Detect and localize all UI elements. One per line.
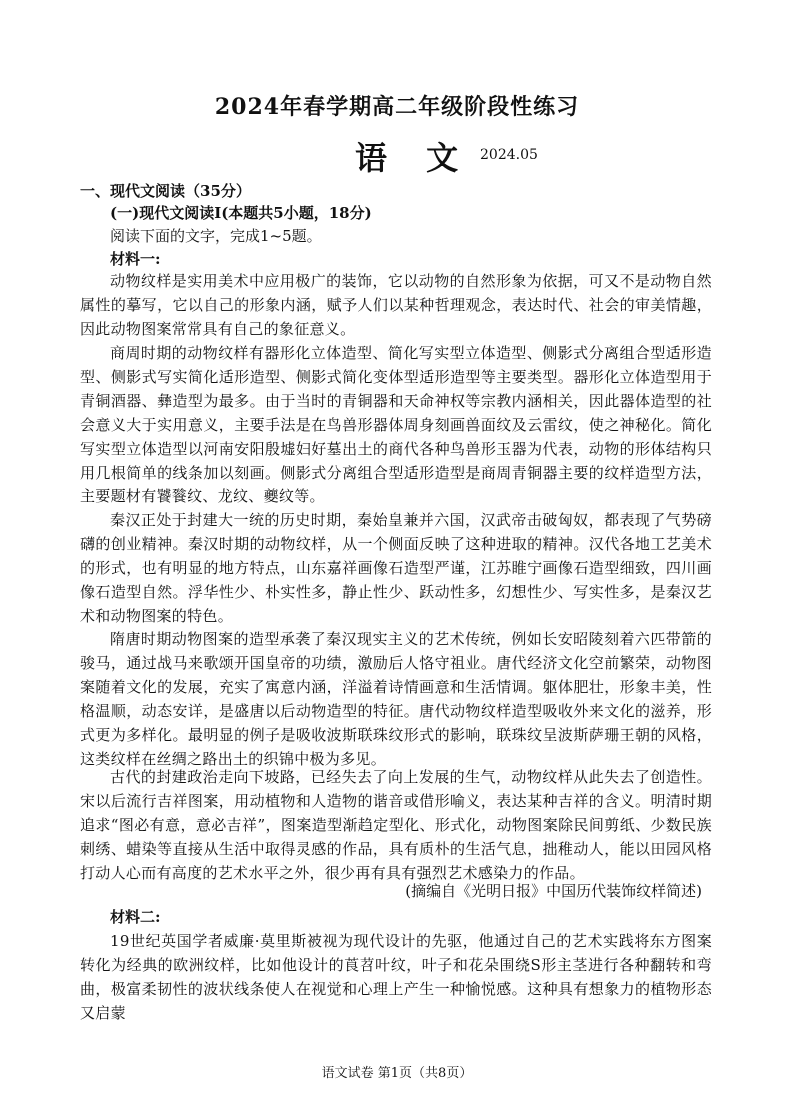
exam-title: 2024年春学期高二年级阶段性练习: [214, 94, 580, 120]
instruction-text: 阅读下面的文字，完成1~5题。: [110, 227, 322, 245]
subject-title: 语 文: [355, 139, 473, 177]
material2-label: 材料二:: [110, 908, 161, 926]
exam-date: 2024.05: [480, 147, 538, 163]
material1-paragraph-4: 隋唐时期动物图案的造型承袭了秦汉现实主义的艺术传统，例如长安昭陵刻着六匹带箭的骏马，通过战马来歌颂开国皇帝的功绩，激励后人恪守祖业。唐代经济文化空前繁荣，动物图案随着文化的发展，充实了寓意内涵，洋溢着诗情画意和生活情调。躯体肥壮，形象丰美，性格温顺，动态安详，是盛唐以后动物造型的特征。唐代动物纹样造型吸收外来文化的滋养，形式更为多样化。最明显的例子是吸收波斯联珠纹形式的影响，联珠纹呈波斯萨珊王朝的风格，这类纹样在丝绸之路出土的织锦中极为多见。: [80, 630, 712, 768]
material1-label: 材料一:: [110, 250, 161, 268]
material1-source: (摘编自《光明日报》中国历代装饰纹样简述): [405, 882, 702, 900]
subsection-heading: (一)现代文阅读Ⅰ(本题共5小题，18分): [110, 204, 372, 222]
section-heading: 一、现代文阅读（35分）: [80, 182, 251, 200]
material1-paragraph-1: 动物纹样是实用美术中应用极广的装饰，它以动物的自然形象为依据，可又不是动物自然属性的摹写，它以自己的形象内涵，赋予人们以某种哲理观念，表达时代、社会的审美情趣，因此动物图案常常具有自己的象征意义。: [80, 272, 712, 338]
page-footer: 语文试卷 第1页（共8页）: [321, 1066, 473, 1081]
material1-paragraph-3: 秦汉正处于封建大一统的历史时期，秦始皇兼并六国，汉武帝击破匈奴，都表现了气势磅礴的创业精神。秦汉时期的动物纹样，从一个侧面反映了这种进取的精神。汉代各地工艺美术的形式，也有明显的地方特点，山东嘉祥画像石造型严谨，江苏睢宁画像石造型细致，四川画像石造型自然。浮华性少、朴实性多，静止性少、跃动性多，幻想性少、写实性多，是秦汉艺术和动物图案的特色。: [80, 511, 712, 625]
material2-paragraph-1: 19世纪英国学者威廉·莫里斯被视为现代设计的先驱，他通过自己的艺术实践将东方图案转化为经典的欧洲纹样，比如他设计的莨苕叶纹，叶子和花朵围绕S形主茎进行各种翻转和弯曲，极富柔韧性的波状线条使人在视觉和心理上产生一种愉悦感。这种具有想象力的植物形态又启蒙: [80, 932, 712, 1022]
material1-paragraph-5: 古代的封建政治走向下坡路，已经失去了向上发展的生气，动物纹样从此失去了创造性。宋以后流行吉祥图案，用动植物和人造物的谐音或借形喻义，表达某种吉祥的含义。明清时期追求“图必有意，意必吉祥”，图案造型渐趋定型化、形式化，动物图案除民间剪纸、少数民族刺绣、蜡染等直接从生活中取得灵感的作品，具有质朴的生活气息，拙稚动人，能以田园风格打动人心而有高度的艺术水平之外，很少再有具有强烈艺术感染力的作品。: [80, 768, 712, 882]
material1-paragraph-2: 商周时期的动物纹样有器形化立体造型、简化写实型立体造型、侧影式分离组合型适形造型、侧影式写实简化适形造型、侧影式简化变体型适形造型等主要类型。器形化立体造型用于青铜酒器、彝造型为最多。由于当时的青铜器和天命神权等宗教内涵相关，因此器体造型的社会意义大于实用意义，主要手法是在鸟兽形器体周身刻画兽面纹及云雷纹，使之神秘化。简化写实型立体造型以河南安阳殷墟妇好墓出土的商代各种鸟兽形玉器为代表，动物的形体结构只用几根简单的线条加以刻画。侧影式分离组合型适形造型是商周青铜器主要的纹样造型方法，主要题材有饕餮纹、龙纹、夔纹等。: [80, 344, 712, 506]
